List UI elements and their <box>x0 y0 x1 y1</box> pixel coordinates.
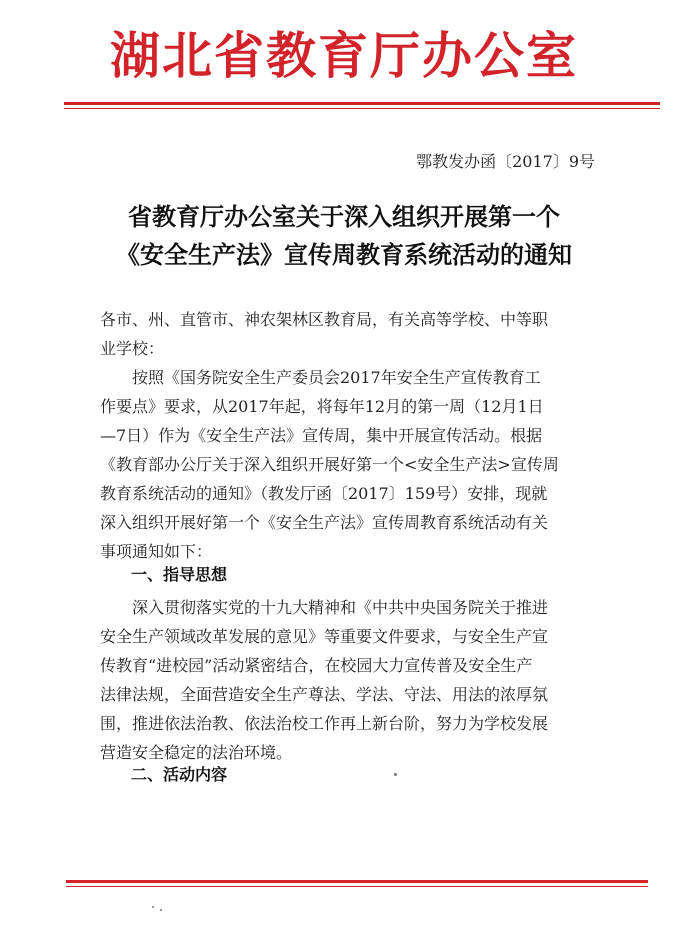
footer-rule-thick <box>66 880 648 883</box>
addressee-line: 各市、州、直管市、神农架林区教育局，有关高等学校、中等职 <box>100 310 549 329</box>
section-1-paragraph <box>100 593 596 767</box>
scan-speck <box>394 773 397 776</box>
section-1-line: 法律法规，全面营造安全生产尊法、学法、守法、用法的浓厚氛 <box>100 685 549 704</box>
scan-speck <box>152 906 154 908</box>
letterhead-org-name: 湖北省教育厅办公室 <box>110 27 578 85</box>
scan-speck <box>160 909 162 911</box>
section-1-line: 传教育“进校园”活动紧密结合，在校园大力宣传普及安全生产 <box>100 656 533 675</box>
intro-line: —7日）作为《安全生产法》宣传周，集中开展宣传活动。根据 <box>100 426 543 445</box>
intro-line: 《教育部办公厅关于深入组织开展好第一个<安全生产法>宣传周 <box>100 455 559 474</box>
intro-line: 按照《国务院安全生产委员会2017年安全生产宣传教育工 <box>100 368 541 387</box>
addressee-line: 业学校： <box>100 339 165 358</box>
intro-line: 作要点》要求，从2017年起，将每年12月的第一周（12月1日 <box>100 397 544 416</box>
section-heading-1: 一、指导思想 <box>131 565 228 584</box>
section-1-line: 安全生产领域改革发展的意见》等重要文件要求，与安全生产宣 <box>100 627 549 646</box>
addressee <box>100 305 596 363</box>
intro-paragraph <box>100 363 596 566</box>
document-number: 鄂教发办函〔2017〕9号 <box>416 152 595 171</box>
section-heading-2: 二、活动内容 <box>131 765 228 784</box>
title-line-2: 《安全生产法》宣传周教育系统活动的通知 <box>116 240 572 269</box>
title-line-1: 省教育厅办公室关于深入组织开展第一个 <box>128 202 560 231</box>
intro-line: 事项通知如下： <box>100 542 213 561</box>
section-1-line: 营造安全稳定的法治环境。 <box>100 743 293 762</box>
footer-rule-thin <box>66 886 648 887</box>
letterhead-rule-thick <box>64 102 660 105</box>
section-1-line: 围，推进依法治教、依法治校工作再上新台阶，努力为学校发展 <box>100 714 549 733</box>
section-1-line: 深入贯彻落实党的十九大精神和《中共中央国务院关于推进 <box>100 598 549 617</box>
intro-line: 深入组织开展好第一个《安全生产法》宣传周教育系统活动有关 <box>100 513 549 532</box>
letterhead-rule-thin <box>64 108 660 109</box>
intro-line: 教育系统活动的通知》（教发厅函〔2017〕159号）安排，现就 <box>100 484 548 503</box>
